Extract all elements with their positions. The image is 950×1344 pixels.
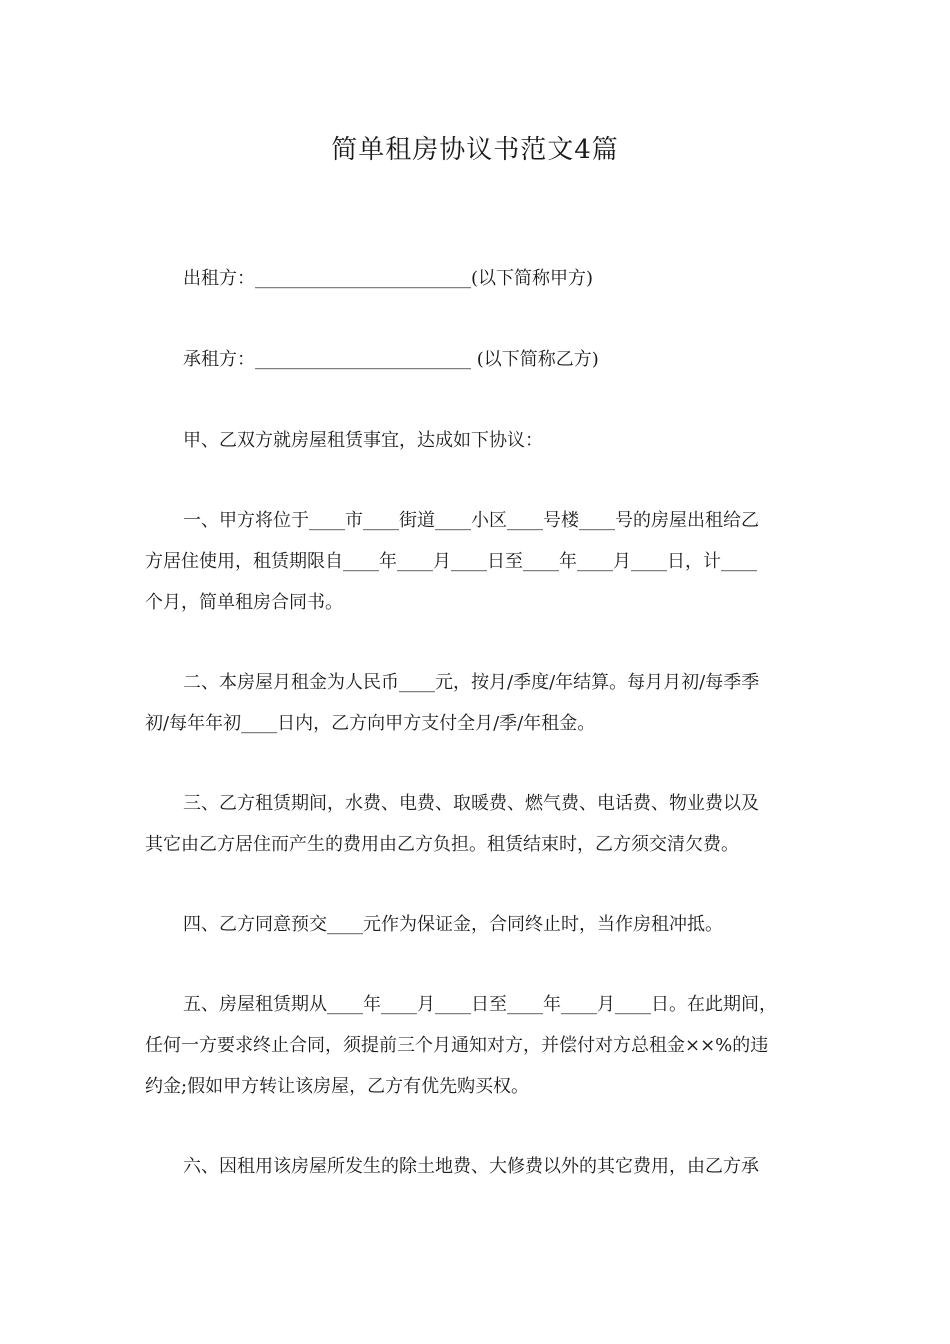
clause-3-line-1: 三、乙方租赁期间，水费、电费、取暖费、燃气费、电话费、物业费以及 [183, 793, 759, 814]
clause-3-paragraph [145, 783, 805, 865]
clause-5-paragraph [145, 984, 805, 1107]
clause-5-line-3: 约金;假如甲方转让该房屋，乙方有优先购买权。 [145, 1076, 530, 1097]
clause-5-line-2: 任何一方要求终止合同，须提前三个月通知对方，并偿付对方总租金××%的违 [145, 1035, 769, 1056]
lessor-line: 出租方：________________________(以下简称甲方) [183, 268, 594, 289]
preamble-paragraph: 甲、乙双方就房屋租赁事宜，达成如下协议： [183, 430, 543, 451]
clause-2-line-1: 二、本房屋月租金为人民币____元，按月/季度/年结算。每月月初/每季季 [183, 672, 760, 693]
clause-3-line-2: 其它由乙方居住而产生的费用由乙方负担。租赁结束时，乙方须交清欠费。 [145, 834, 739, 855]
clause-2-paragraph [145, 662, 805, 744]
clause-6-paragraph: 六、因租用该房屋所发生的除土地费、大修费以外的其它费用，由乙方承 [183, 1156, 759, 1177]
clause-2-line-2: 初/每年年初____日内，乙方向甲方支付全月/季/年租金。 [145, 713, 596, 734]
clause-1-line-2: 方居住使用，租赁期限自____年____月____日至____年____月____日，计____ [145, 551, 757, 572]
clause-5-line-1: 五、房屋租赁期从____年____月____日至____年____月____日。在此期间， [183, 994, 777, 1015]
clause-1-line-3: 个月，简单租房合同书。 [145, 592, 343, 613]
lessee-line: 承租方：________________________ (以下简称乙方) [183, 349, 599, 370]
clause-1-line-1: 一、甲方将位于____市____街道____小区____号楼____号的房屋出租给乙 [183, 510, 759, 531]
document-title: 简单租房协议书范文4篇 [331, 135, 619, 165]
clause-1-paragraph [145, 500, 805, 623]
clause-4-paragraph: 四、乙方同意预交____元作为保证金，合同终止时，当作房租冲抵。 [183, 914, 723, 935]
